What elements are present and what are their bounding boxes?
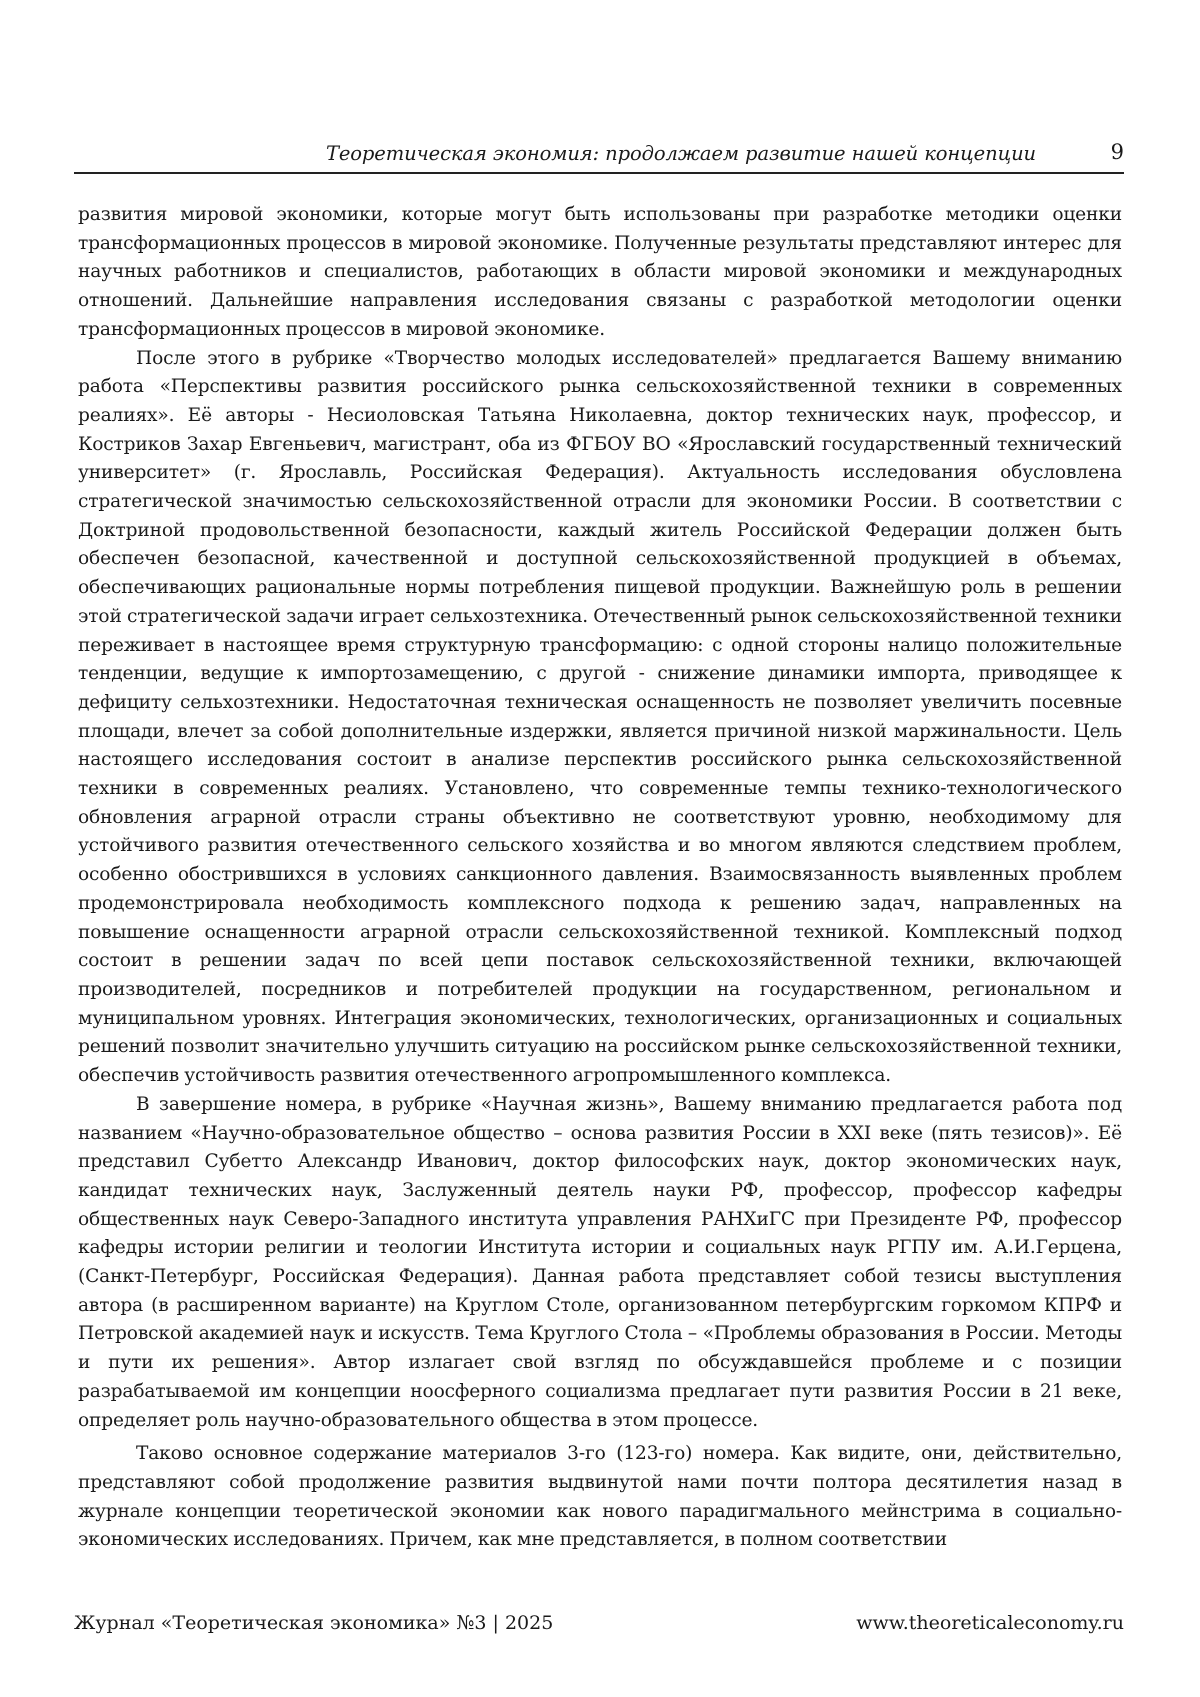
footer-journal-issue: Журнал «Теоретическая экономика» №3 | 2025 bbox=[74, 1612, 553, 1634]
page-number: 9 bbox=[1111, 140, 1124, 164]
paragraph-young-researchers: После этого в рубрике «Творчество молодых исследователей» предлагается Вашему вниманию работа «Перспективы развития российского рынка сельскохозяйственной техники в современных реалиях». Её авторы - Несиоловская Татьяна Николаевна, доктор технических наук, профессор, и Костриков Захар Евгеньевич, магистрант, оба из ФГБОУ ВО «Ярославский государственный технический университет» (г. Ярославль, Российская Федерация). Актуальность исследования обусловлена стратегической значимостью сельскохозяйственной отрасли для экономики России. В соответствии с Доктриной продовольственной безопасности, каждый житель Российской Федерации должен быть обеспечен безопасной, качественной и доступной сельскохозяйственной продукцией в объемах, обеспечивающих рациональные нормы потребления пищевой продукции. Важнейшую роль в решении этой стратегической задачи играет сельхозтехника. Отечественный рынок сельскохозяйственной техники переживает в настоящее время структурную трансформацию: с одной стороны налицо положительные тенденции, ведущие к импортозамещению, с другой - снижение динамики импорта, приводящее к дефициту сельхозтехники. Недостаточная техническая оснащенность не позволяет увеличить посевные площади, влечет за собой дополнительные издержки, является причиной низкой маржинальности. Цель настоящего исследования состоит в анализе перспектив российского рынка сельскохозяйственной техники в современных реалиях. Установлено, что современные темпы технико-технологического обновления аграрной отрасли страны объективно не соответствуют уровню, необходимому для устойчивого развития отечественного сельского хозяйства и во многом являются следствием проблем, особенно обострившихся в условиях санкционного давления. Взаимосвязанность выявленных проблем продемонстрировала необходимость комплексного подхода к решению задач, направленных на повышение оснащенности аграрной отрасли сельскохозяйственной техникой. Комплексный подход состоит в решении задач по всей цепи поставок сельскохозяйственной техники, включающей производителей, посредников и потребителей продукции на государственном, региональном и муниципальном уровнях. Интеграция экономических, технологических, организационных и социальных решений позволит значительно улучшить ситуацию на российском рынке сельскохозяйственной техники, обеспечив устойчивость развития отечественного агропромышленного комплекса. bbox=[78, 345, 1122, 1091]
paragraph-continuation: развития мировой экономики, которые могут быть использованы при разработке методики оценки трансформационных процессов в мировой экономике. Полученные результаты представляют интерес для научных работников и специалистов, работающих в области мировой экономики и международных отношений. Дальнейшие направления исследования связаны с разработкой методологии оценки трансформационных процессов в мировой экономике. bbox=[78, 201, 1122, 345]
paragraph-summary: Таково основное содержание материалов 3-го (123-го) номера. Как видите, они, действительно, представляют собой продолжение развития выдвинутой нами почти полтора десятилетия назад в журнале концепции теоретической экономии как нового парадигмального мейнстрима в социально-экономических исследованиях. Причем, как мне представляется, в полном соответствии bbox=[78, 1440, 1122, 1555]
running-header bbox=[74, 138, 1124, 174]
article-body bbox=[78, 201, 1122, 1555]
running-header-title: Теоретическая экономия: продолжаем развитие нашей концепции bbox=[326, 142, 1036, 165]
document-page bbox=[0, 0, 1200, 1697]
paragraph-scientific-life: В завершение номера, в рубрике «Научная жизнь», Вашему вниманию предлагается работа под названием «Научно-образовательное общество – основа развития России в XXI веке (пять тезисов)». Её представил Субетто Александр Иванович, доктор философских наук, доктор экономических наук, кандидат технических наук, Заслуженный деятель науки РФ, профессор, профессор кафедры общественных наук Северо-Западного института управления РАНХиГС при Президенте РФ, профессор кафедры истории религии и теологии Института истории и социальных наук РГПУ им. А.И.Герцена, (Санкт-Петербург, Российская Федерация). Данная работа представляет собой тезисы выступления автора (в расширенном варианте) на Круглом Столе, организованном петербургским горкомом КПРФ и Петровской академией наук и искусств. Тема Круглого Стола – «Проблемы образования в России. Методы и пути их решения». Автор излагает свой взгляд по обсуждавшейся проблеме и с позиции разрабатываемой им концепции ноосферного социализма предлагает пути развития России в 21 веке, определяет роль научно-образовательного общества в этом процессе. bbox=[78, 1091, 1122, 1435]
page-footer bbox=[74, 1612, 1124, 1642]
footer-website-link[interactable]: www.theoreticaleconomy.ru bbox=[856, 1612, 1124, 1634]
